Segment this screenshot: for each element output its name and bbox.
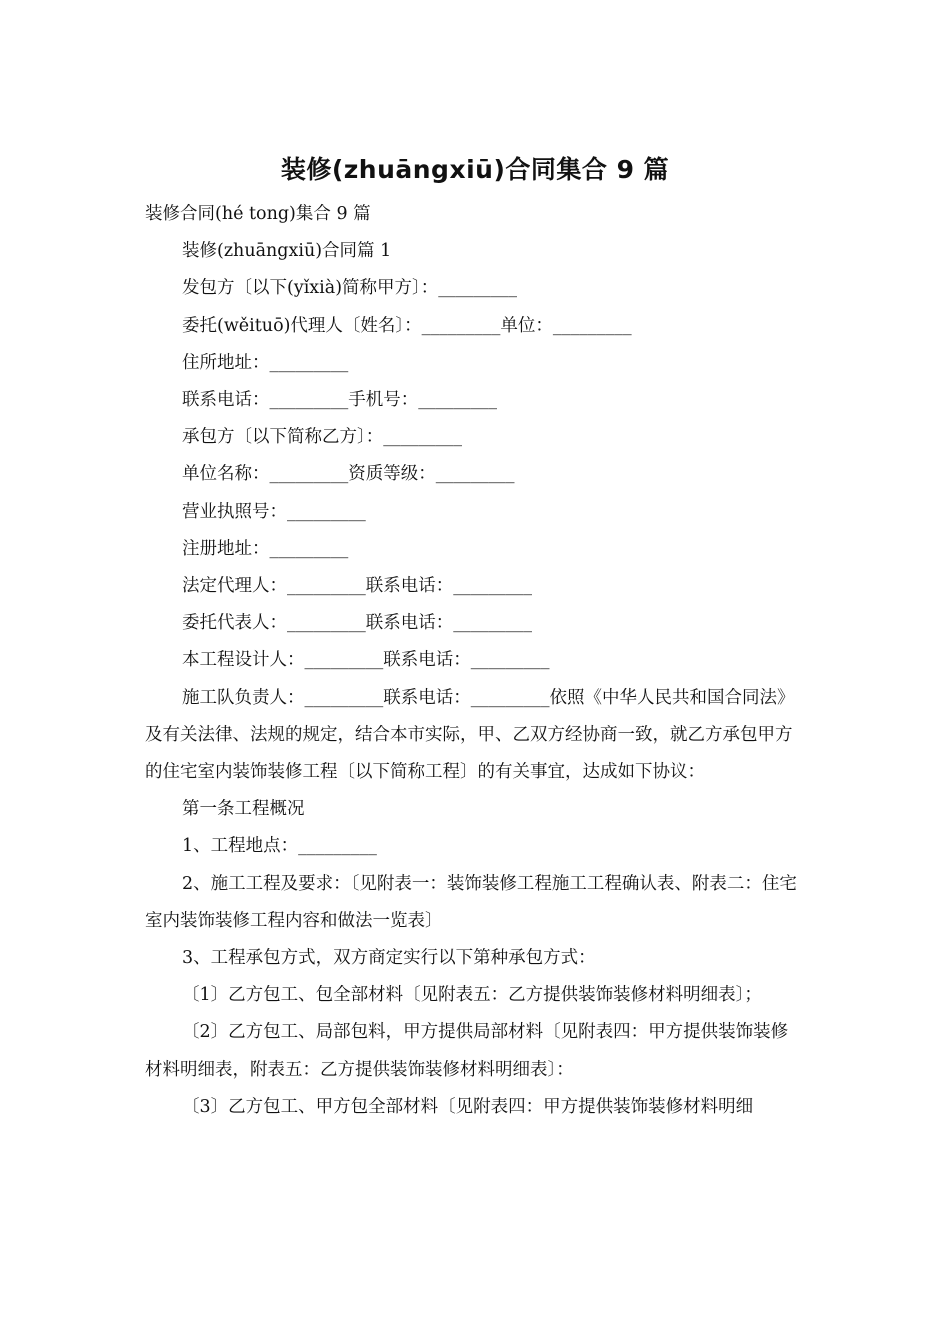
paragraph-registered-address: 注册地址：_________ <box>182 538 349 559</box>
document-body <box>145 196 805 1126</box>
paragraph-agent: 委托(wěituō)代理人〔姓名〕：_________单位：_________ <box>182 315 632 336</box>
paragraph-option-1: 〔1〕乙方包工、包全部材料〔见附表五：乙方提供装饰装修材料明细表〕； <box>182 985 762 1006</box>
paragraph-phone: 联系电话：_________手机号：_________ <box>182 390 497 411</box>
paragraph-address: 住所地址：_________ <box>182 352 349 373</box>
paragraph-subtitle: 装修合同(hé tong)集合 9 篇 <box>145 204 371 224</box>
paragraph-representative: 委托代表人：_________联系电话：_________ <box>182 613 532 634</box>
paragraph-requirements: 2、施工工程及要求：〔见附表一：装饰装修工程施工工程确认表、附表二：住宅室内装饰装修工程内容和做法一览表〕 <box>145 873 797 931</box>
paragraph-contract-mode: 3、工程承包方式，双方商定实行以下第种承包方式： <box>182 948 596 969</box>
paragraph-designer: 本工程设计人：_________联系电话：_________ <box>182 650 550 671</box>
paragraph-site: 1、工程地点：_________ <box>182 836 377 857</box>
paragraph-company-name: 单位名称：_________资质等级：_________ <box>182 464 515 485</box>
paragraph-contract-heading: 装修(zhuāngxiū)合同篇 1 <box>182 241 392 262</box>
paragraph-party-a: 发包方〔以下(yǐxià)简称甲方〕：_________ <box>182 278 518 299</box>
document-title: 装修(zhuāngxiū)合同集合 9 篇 <box>280 155 670 184</box>
paragraph-license: 营业执照号：_________ <box>182 501 366 522</box>
paragraph-article-1: 第一条工程概况 <box>182 799 305 820</box>
paragraph-option-2: 〔2〕乙方包工、局部包料，甲方提供局部材料〔见附表四：甲方提供装饰装修材料明细表，附表五：乙方提供装饰装修材料明细表〕： <box>145 1022 789 1080</box>
paragraph-party-b: 承包方〔以下简称乙方〕：_________ <box>182 427 462 448</box>
paragraph-legal-rep: 法定代理人：_________联系电话：_________ <box>182 576 532 597</box>
paragraph-team-lead: 施工队负责人：_________联系电话：_________依照《中华人民共和国合同法》及有关法律、法规的规定，结合本市实际，甲、乙双方经协商一致，就乙方承包甲方的住宅室内装饰装修工程〔以下简称工程〕的有关事宜，达成如下协议： <box>145 687 795 783</box>
paragraph-option-3: 〔3〕乙方包工、甲方包全部材料〔见附表四：甲方提供装饰装修材料明细 <box>182 1096 754 1117</box>
